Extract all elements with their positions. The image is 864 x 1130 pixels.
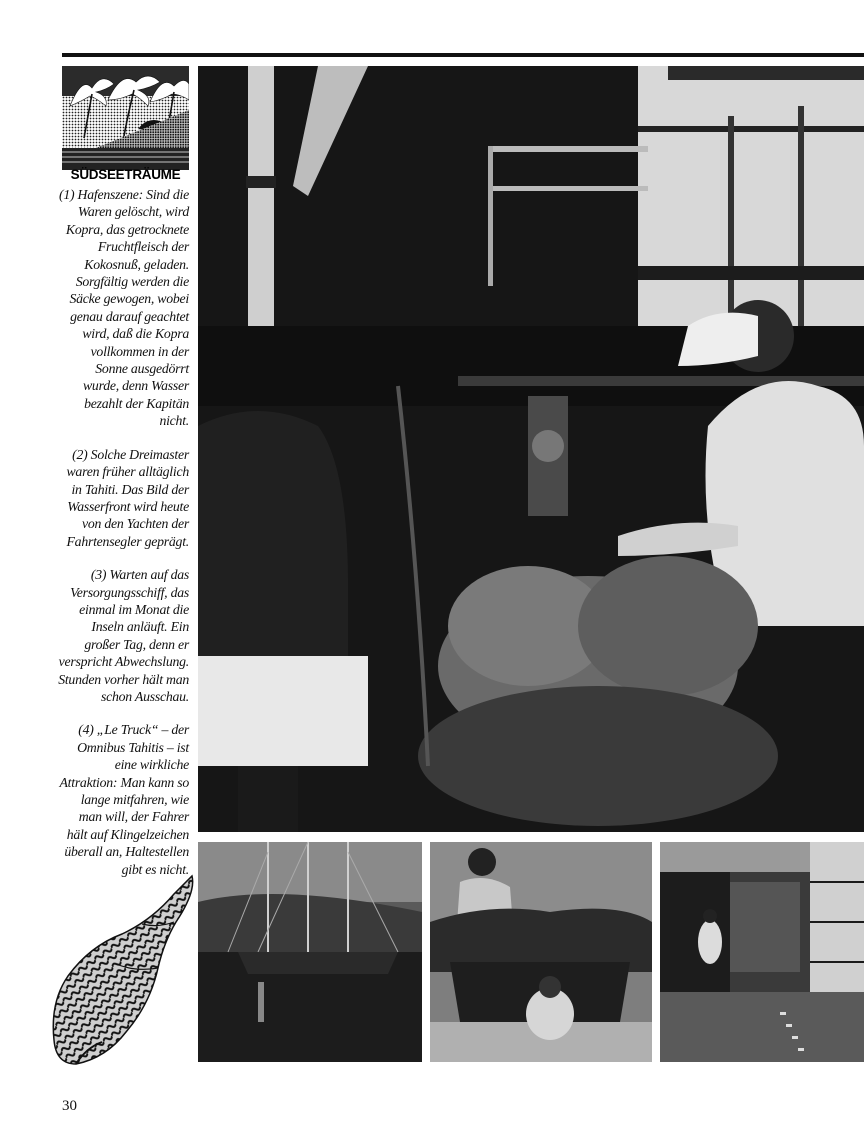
- seashell-illustration: [46, 872, 198, 1068]
- caption-column: [58, 186, 189, 894]
- caption-1: (1) Hafenszene: Sind die Waren gelöscht, wird Kopra, das getrocknete Fruchtfleisch der Kokosnuß, geladen. Sorgfältig werden die Säcke gewogen, wobei genau darauf geachtet wird, daß die Kopra vollkommen in der Sonne ausgedörrt wurde, denn Wasser bezahlt der Kapitän nicht.: [58, 187, 189, 429]
- page-number: 30: [62, 1098, 77, 1114]
- le-truck-photo: [660, 842, 864, 1062]
- caption-2: (2) Solche Dreimaster waren früher alltäglich in Tahiti. Das Bild der Wasserfront wird heute von den Yachten der Fahrtensegler geprägt.: [66, 446, 189, 549]
- palm-sunset-logo-icon: [62, 66, 189, 170]
- top-rule: [62, 53, 864, 57]
- logo-title: SÜDSEETRÄUME: [70, 167, 181, 182]
- three-master-photo: [198, 842, 422, 1062]
- suedseetraeume-logo: [62, 66, 189, 182]
- caption-3: (3) Warten auf das Versorgungsschiff, das einmal im Monat die Inseln anläuft. Ein großer Tag, denn er verspricht Abwechslung. Stunden vorher hält man schon Ausschau.: [58, 567, 189, 704]
- waiting-people-photo: [430, 842, 652, 1062]
- caption-4: (4) „Le Truck“ – der Omnibus Tahitis – ist eine wirkliche Attraktion: Man kann so lange mitfahren, wie man will, der Fahrer hält auf Klingelzeichen überall an, Haltestellen gibt es nicht.: [59, 722, 189, 877]
- harbor-copra-photo: [198, 66, 864, 832]
